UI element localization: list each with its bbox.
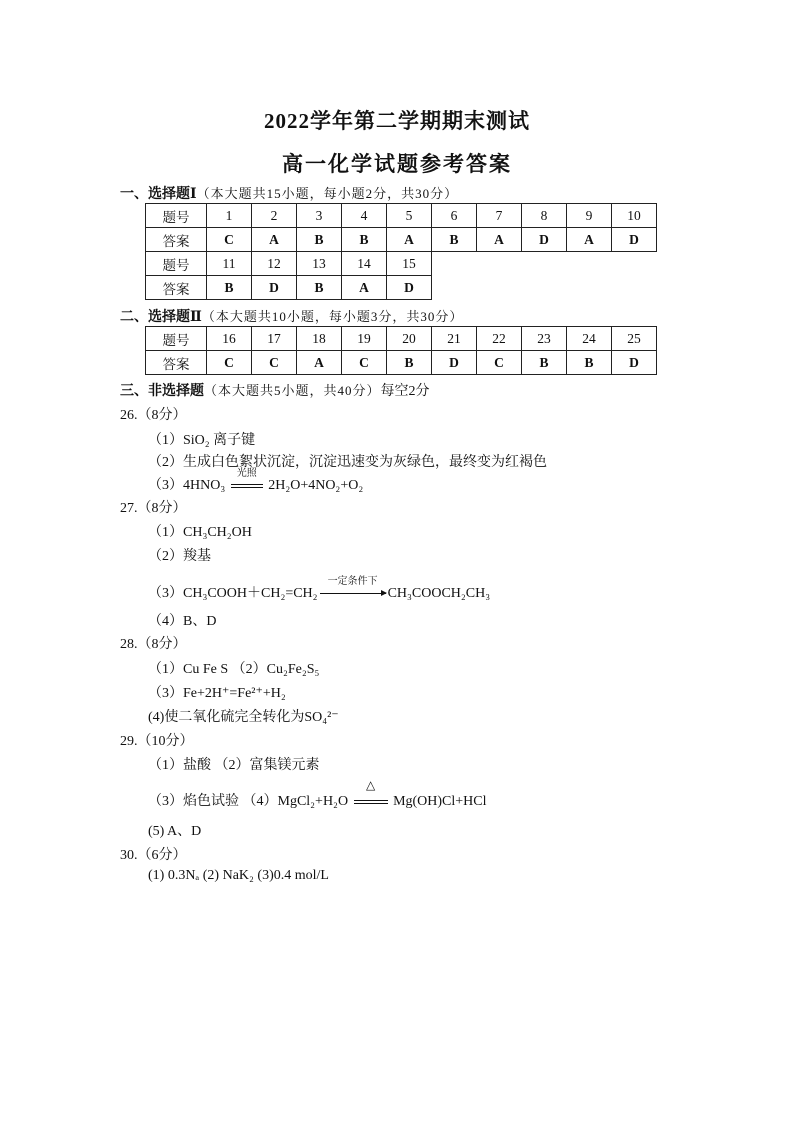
question-29-answer-2 — [148, 778, 487, 810]
table-cell: 24 — [567, 327, 612, 351]
answer-cell: A — [297, 351, 342, 375]
answer-cell: D — [432, 351, 477, 375]
table-cell: 2 — [252, 204, 297, 228]
answer-cell: A — [567, 228, 612, 252]
condition-label: 光照 — [236, 468, 257, 479]
question-29-answer-1: （1）盐酸 （2）富集镁元素 — [148, 758, 320, 773]
row-label: 题号 — [146, 252, 207, 276]
table-cell: 22 — [477, 327, 522, 351]
answer-cell: C — [342, 351, 387, 375]
question-27-answer-2: （2）羧基 — [148, 549, 211, 564]
row-label: 答案 — [146, 228, 207, 252]
question-27-head: 27.（8分） — [120, 501, 187, 516]
section-3-title: 三、非选择题 — [120, 384, 204, 399]
question-27-answer-1: （1）CH₃CH₂OH — [148, 525, 252, 540]
table-cell: 16 — [207, 327, 252, 351]
answer-table-1 — [145, 203, 657, 300]
answer-cell: A — [342, 276, 387, 300]
answer-cell: A — [252, 228, 297, 252]
answer-cell: B — [432, 228, 477, 252]
question-26-answer-2: （2）生成白色絮状沉淀，沉淀迅速变为灰绿色，最终变为红褐色 — [148, 455, 547, 470]
answer-cell: D — [612, 228, 657, 252]
answer-cell: B — [342, 228, 387, 252]
table-cell: 15 — [387, 252, 432, 276]
question-27-answer-3 — [148, 576, 491, 602]
row-label: 答案 — [146, 351, 207, 375]
equation-right: Mg(OH)Cl+HCl — [393, 794, 487, 809]
reaction-condition — [318, 576, 388, 602]
question-26-answer-3 — [148, 468, 364, 494]
row-label: 题号 — [146, 327, 207, 351]
answer-cell: B — [567, 351, 612, 375]
section-3-heading — [120, 380, 430, 400]
table-row-numbers — [146, 327, 657, 351]
answer-cell: A — [477, 228, 522, 252]
equation-left: （3）CH₃COOH＋CH₂=CH₂ — [148, 586, 318, 601]
table-cell: 7 — [477, 204, 522, 228]
question-29-head: 29.（10分） — [120, 734, 194, 749]
table-cell: 17 — [252, 327, 297, 351]
question-28-answer-3: (4)使二氧化硫完全转化为SO₄²⁻ — [148, 710, 339, 725]
table-cell: 19 — [342, 327, 387, 351]
equation-right: CH₃COOCH₂CH₃ — [387, 586, 491, 601]
section-2-title: 二、选择题Ⅱ — [120, 310, 202, 325]
equals-sign-icon — [231, 484, 263, 488]
section-1-title: 一、选择题Ⅰ — [120, 187, 197, 202]
equals-sign-icon — [354, 800, 388, 804]
answer-cell: B — [207, 276, 252, 300]
answer-cell: B — [522, 351, 567, 375]
question-26-head: 26.（8分） — [120, 408, 187, 423]
table-row-answers — [146, 228, 657, 252]
table-cell: 20 — [387, 327, 432, 351]
condition-label: 一定条件下 — [327, 576, 378, 587]
table-cell: 1 — [207, 204, 252, 228]
answer-cell: D — [612, 351, 657, 375]
question-28-answer-1: （1）Cu Fe S （2）Cu₂Fe₂S₅ — [148, 662, 320, 677]
answer-cell: C — [207, 351, 252, 375]
reaction-condition — [229, 468, 265, 494]
table-cell: 13 — [297, 252, 342, 276]
table-cell: 4 — [342, 204, 387, 228]
row-label: 题号 — [146, 204, 207, 228]
section-2-heading — [120, 306, 463, 326]
table-row-numbers — [146, 252, 657, 276]
question-30-head: 30.（6分） — [120, 848, 187, 863]
table-cell: 8 — [522, 204, 567, 228]
table-cell: 12 — [252, 252, 297, 276]
table-cell: 11 — [207, 252, 252, 276]
table-row-numbers — [146, 204, 657, 228]
section-3-tail: 每空2分 — [380, 384, 430, 399]
equation-left: （3）焰色试验 （4）MgCl₂+H₂O — [148, 794, 349, 809]
question-28-head: 28.（8分） — [120, 637, 187, 652]
table-cell: 6 — [432, 204, 477, 228]
answer-table-2 — [145, 326, 657, 375]
table-cell: 3 — [297, 204, 342, 228]
answer-cell: D — [522, 228, 567, 252]
question-28-answer-2: （3）Fe+2H⁺=Fe²⁺+H₂ — [148, 686, 286, 701]
question-29-answer-3: (5) A、D — [148, 824, 202, 839]
table-cell: 25 — [612, 327, 657, 351]
answer-cell: C — [252, 351, 297, 375]
table-cell: 5 — [387, 204, 432, 228]
row-label: 答案 — [146, 276, 207, 300]
table-cell: 23 — [522, 327, 567, 351]
table-cell: 21 — [432, 327, 477, 351]
equation-right: 2H₂O+4NO₂+O₂ — [268, 478, 364, 493]
answer-cell: C — [477, 351, 522, 375]
table-cell: 18 — [297, 327, 342, 351]
table-row-answers — [146, 276, 657, 300]
condition-label: △ — [365, 778, 376, 792]
answer-cell: D — [387, 276, 432, 300]
table-cell: 9 — [567, 204, 612, 228]
arrow-right-icon — [320, 593, 386, 594]
section-3-note: （本大题共5小题，共40分） — [204, 383, 381, 398]
section-1-heading — [120, 183, 458, 203]
question-27-answer-4: （4）B、D — [148, 614, 217, 629]
answer-cell: C — [207, 228, 252, 252]
answer-cell: B — [297, 228, 342, 252]
question-26-answer-1: （1）SiO₂ 离子键 — [148, 433, 256, 448]
answer-cell: B — [387, 351, 432, 375]
equation-left: （3）4HNO₃ — [148, 478, 226, 493]
answer-cell: B — [297, 276, 342, 300]
table-cell: 10 — [612, 204, 657, 228]
question-30-answer-1: (1) 0.3Nₐ (2) NaK₂ (3)0.4 mol/L — [148, 868, 329, 883]
section-1-note: （本大题共15小题，每小题2分，共30分） — [196, 186, 459, 201]
page-title: 2022学年第二学期期末测试 — [264, 109, 530, 133]
section-2-note: （本大题共10小题，每小题3分，共30分） — [201, 309, 464, 324]
table-cell: 14 — [342, 252, 387, 276]
answer-cell: D — [252, 276, 297, 300]
table-row-answers — [146, 351, 657, 375]
answer-cell: A — [387, 228, 432, 252]
page-subtitle: 高一化学试题参考答案 — [282, 152, 512, 176]
reaction-condition — [352, 778, 390, 810]
